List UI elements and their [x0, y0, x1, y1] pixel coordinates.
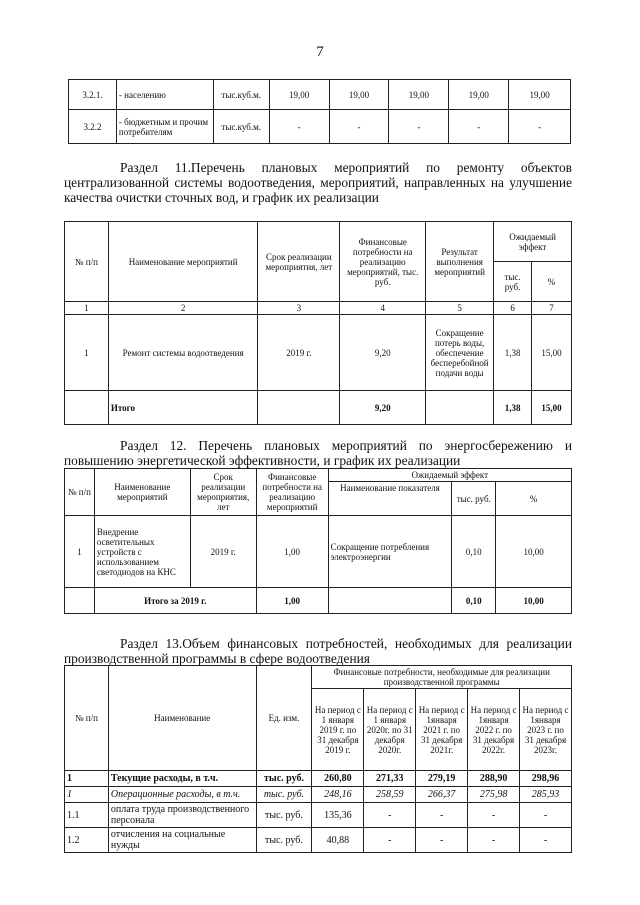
row-value: - — [329, 110, 389, 144]
row-num: 1.2 — [65, 828, 109, 853]
table-row — [65, 787, 572, 803]
header-pct: % — [496, 482, 572, 516]
row-unit: тыс. руб. — [256, 787, 312, 803]
header-num: № п/п — [65, 222, 109, 302]
row-value: - — [364, 828, 416, 853]
header-name: Наименование — [108, 666, 256, 771]
header-term: Срок реализации мероприятия, лет — [258, 222, 340, 302]
header-fin: Финансовые потребности на реализацию мероприятий, тыс. руб. — [340, 222, 426, 302]
total-pct: 10,00 — [496, 588, 572, 614]
section12-heading: Раздел 12. Перечень плановых мероприятий по энергосбережению и повышению энергетической эффективности, и график их реализации — [64, 438, 572, 468]
header-period: На период с 1января 2022 г. по 31 декабря 2022г. — [468, 689, 520, 771]
section13-table — [64, 665, 572, 853]
section12-table — [64, 468, 572, 614]
row-name: Текущие расходы, в т.ч. — [108, 771, 256, 787]
total-row — [65, 588, 572, 614]
header-period: На период с 1 января 2020г. по 31 декабря 2020г. — [364, 689, 416, 771]
row-unit: тыс. руб. — [256, 771, 312, 787]
row-result: Сокращение потерь воды, обеспечение бесперебойной подачи воды — [426, 315, 494, 391]
row-value: - — [364, 803, 416, 828]
table-row — [69, 110, 571, 144]
row-unit: тыс. руб. — [256, 828, 312, 853]
row-indicator: Сокращение потребления электроэнергии — [328, 516, 452, 588]
header-rub: тыс. руб. — [452, 482, 496, 516]
col-number: 2 — [108, 302, 258, 315]
table-row — [65, 803, 572, 828]
col-number: 4 — [340, 302, 426, 315]
row-num: 1.1 — [65, 803, 109, 828]
header-num: № п/п — [65, 666, 109, 771]
row-value: 275,98 — [468, 787, 520, 803]
row-value: - — [269, 110, 329, 144]
row-value: - — [520, 828, 572, 853]
table-row — [65, 771, 572, 787]
header-effect: Ожидаемый эффект — [328, 469, 571, 482]
table-top — [68, 79, 571, 144]
row-rub: 1,38 — [494, 315, 532, 391]
row-value: - — [449, 110, 509, 144]
total-rub: 0,10 — [452, 588, 496, 614]
section11-heading: Раздел 11.Перечень плановых мероприятий по ремонту объектов централизованной системы водоотведения, мероприятий, направленных на улучшение качества очистки сточных вод, и график их реализации — [64, 160, 572, 205]
header-term: Срок реализации мероприятия, лет — [190, 469, 256, 516]
row-name: оплата труда производственного персонала — [108, 803, 256, 828]
row-value: 285,93 — [520, 787, 572, 803]
row-value: 135,36 — [312, 803, 364, 828]
row-pct: 10,00 — [496, 516, 572, 588]
row-unit: тыс.куб.м. — [213, 110, 269, 144]
row-value: 266,37 — [416, 787, 468, 803]
row-value: 279,19 — [416, 771, 468, 787]
row-term: 2019 г. — [258, 315, 340, 391]
col-number: 7 — [532, 302, 572, 315]
row-num: 1 — [65, 516, 95, 588]
total-fin: 1,00 — [256, 588, 328, 614]
row-name: Операционные расходы, в т.ч. — [108, 787, 256, 803]
row-name: - бюджетным и прочим потребителям — [116, 110, 213, 144]
col-number: 6 — [494, 302, 532, 315]
row-name: Ремонт системы водоотведения — [108, 315, 258, 391]
row-value: - — [416, 803, 468, 828]
row-value: - — [416, 828, 468, 853]
header-period: На период с 1января 2021 г. по 31 декабря 2021г. — [416, 689, 468, 771]
header-unit: Ед. изм. — [256, 666, 312, 771]
header-fin: Финансовые потребности, необходимые для реализации производственной программы — [312, 666, 572, 689]
row-num: 3.2.2 — [69, 110, 117, 144]
col-number: 1 — [65, 302, 109, 315]
table-row — [65, 828, 572, 853]
header-indicator: Наименование показателя — [328, 482, 452, 516]
row-fin: 1,00 — [256, 516, 328, 588]
row-value: 288,90 — [468, 771, 520, 787]
header-effect: Ожидаемый эффект — [494, 222, 572, 262]
header-name: Наименование мероприятий — [94, 469, 190, 516]
row-pct: 15,00 — [532, 315, 572, 391]
total-label: Итого — [108, 391, 258, 425]
section11-table — [64, 221, 572, 425]
row-value: - — [389, 110, 449, 144]
col-number: 5 — [426, 302, 494, 315]
row-term: 2019 г. — [190, 516, 256, 588]
total-row — [65, 391, 572, 425]
col-number: 3 — [258, 302, 340, 315]
row-num: 1 — [65, 787, 109, 803]
table-row — [65, 516, 572, 588]
row-value: 19,00 — [329, 80, 389, 110]
row-num: 1 — [65, 771, 109, 787]
row-value: - — [520, 803, 572, 828]
row-num: 1 — [65, 315, 109, 391]
row-value: 19,00 — [269, 80, 329, 110]
row-value: 19,00 — [389, 80, 449, 110]
page-number: 7 — [316, 44, 324, 60]
row-value: - — [468, 803, 520, 828]
col-number-row — [65, 302, 572, 315]
header-eff-pct: % — [532, 262, 572, 302]
header-num: № п/п — [65, 469, 95, 516]
row-value: - — [509, 110, 571, 144]
row-rub: 0,10 — [452, 516, 496, 588]
row-value: 271,33 — [364, 771, 416, 787]
row-name: отчисления на социальные нужды — [108, 828, 256, 853]
row-value: 258,59 — [364, 787, 416, 803]
table-row — [69, 80, 571, 110]
row-num: 3.2.1. — [69, 80, 117, 110]
section13-heading: Раздел 13.Объем финансовых потребностей, необходимых для реализации производственной программы в сфере водоотведения — [64, 636, 572, 666]
row-value: 40,88 — [312, 828, 364, 853]
row-unit: тыс. руб. — [256, 803, 312, 828]
header-result: Результат выполнения мероприятий — [426, 222, 494, 302]
row-value: 260,80 — [312, 771, 364, 787]
row-fin: 9,20 — [340, 315, 426, 391]
row-unit: тыс.куб.м. — [213, 80, 269, 110]
total-fin: 9,20 — [340, 391, 426, 425]
header-name: Наименование мероприятий — [108, 222, 258, 302]
table-row — [65, 315, 572, 391]
header-period: На период с 1 января 2019 г. по 31 декабря 2019 г. — [312, 689, 364, 771]
row-value: 298,96 — [520, 771, 572, 787]
header-eff-rub: тыс. руб. — [494, 262, 532, 302]
row-value: - — [468, 828, 520, 853]
row-value: 248,16 — [312, 787, 364, 803]
row-value: 19,00 — [449, 80, 509, 110]
total-label: Итого за 2019 г. — [94, 588, 256, 614]
row-name: - населению — [116, 80, 213, 110]
total-pct: 15,00 — [532, 391, 572, 425]
row-name: Внедрение осветительных устройств с использованием светодиодов на КНС — [94, 516, 190, 588]
total-rub: 1,38 — [494, 391, 532, 425]
row-value: 19,00 — [509, 80, 571, 110]
header-fin: Финансовые потребности на реализацию мероприятий — [256, 469, 328, 516]
header-period: На период с 1января 2023 г. по 31 декабря 2023г. — [520, 689, 572, 771]
